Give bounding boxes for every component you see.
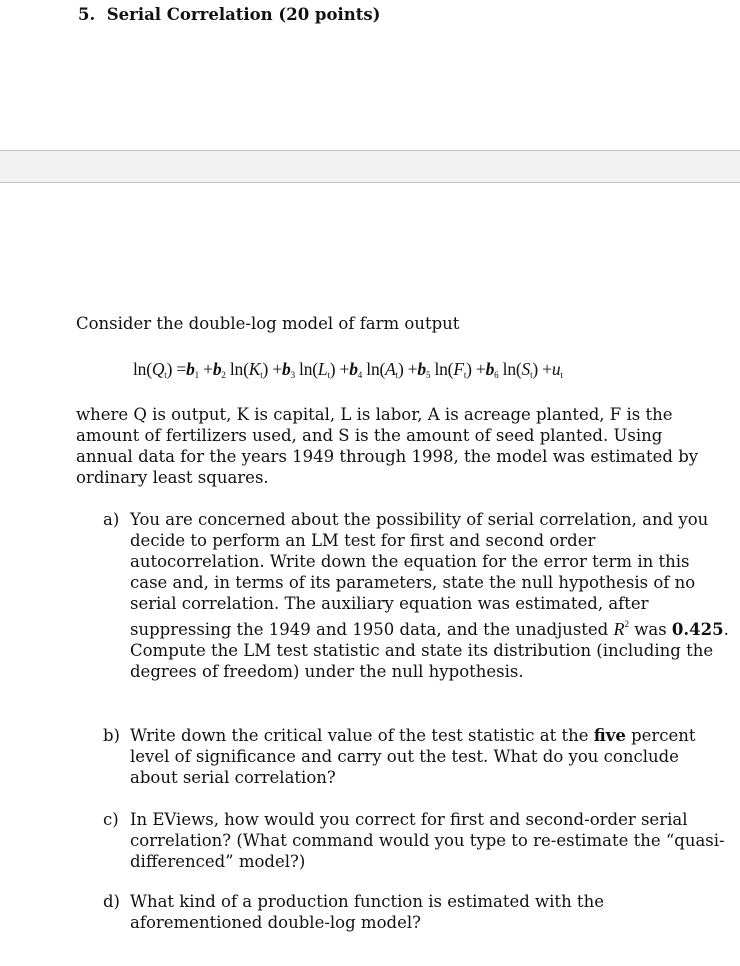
eq-op: ) +: [466, 359, 486, 379]
eq-coef-b3: b: [282, 359, 291, 379]
part-d-text: What kind of a production function is estimated with the aforementioned double-log model?: [130, 892, 604, 932]
eq-subscript-t: t: [530, 370, 533, 380]
eq-var-a: A: [385, 359, 396, 379]
eq-var-f: F: [453, 359, 464, 379]
r-squared-value: 0.425: [671, 620, 724, 639]
intro-sentence: Consider the double-log model of farm output: [76, 314, 460, 333]
eq-ln: ln(: [430, 359, 454, 379]
eq-subscript-5: 5: [425, 370, 431, 380]
r-letter: R: [613, 619, 625, 639]
part-a-text: [130, 509, 730, 682]
part-d-label: d): [103, 892, 120, 911]
part-b-text-1: Write down the critical value of the test statistic at the: [130, 726, 594, 745]
eq-subscript-2: 2: [221, 370, 226, 380]
eq-ln: ln(: [498, 359, 522, 379]
eq-subscript-t: t: [560, 370, 563, 380]
eq-ln: ln(: [133, 359, 152, 379]
part-b-label: b): [103, 726, 120, 745]
eq-subscript-t: t: [164, 370, 167, 380]
eq-op: ) +: [329, 359, 350, 379]
eq-subscript-t: t: [260, 370, 263, 380]
model-equation: [133, 359, 563, 380]
question-heading: 5. Serial Correlation (20 points): [78, 5, 381, 24]
eq-op: +: [198, 359, 213, 379]
part-a-text-2: was: [629, 620, 672, 639]
answer-space-band: [0, 150, 740, 183]
eq-ln: ln(: [362, 359, 386, 379]
eq-ln: ln(: [225, 359, 249, 379]
eq-subscript-4: 4: [357, 370, 363, 380]
eq-coef-b2: b: [212, 359, 222, 379]
part-b-text-2: percent level of significance and carry out the test. What do you conclude about serial correlation?: [130, 726, 696, 787]
eq-coef-b5: b: [417, 359, 426, 379]
eq-subscript-t: t: [463, 370, 467, 380]
eq-subscript-t: t: [327, 370, 330, 380]
eq-ln: ln(: [294, 359, 318, 379]
eq-coef-b4: b: [349, 359, 358, 379]
r-squared-symbol: [614, 619, 630, 639]
part-b-text: [130, 725, 730, 788]
part-a-text-1: You are concerned about the possibility of serial correlation, and you decide to perform an LM test for first and second order autocorrelation. Write down the equation for the error term in this case and, in terms of its parameters, state the null hypothesis of no serial correlation. The auxiliary equation was estimated, after suppressing the 1949 and 1950 data, and the unadjusted: [130, 510, 709, 639]
part-b-bold: five: [593, 726, 626, 745]
eq-var-q: Q: [151, 359, 165, 379]
eq-var-k: K: [248, 359, 261, 379]
eq-op: ) +: [262, 359, 282, 379]
eq-coef-b6: b: [485, 359, 495, 379]
part-a-text-3: . Compute the LM test statistic and state its distribution (including the degrees of freedom) under the null hypothesis.: [130, 620, 729, 681]
eq-subscript-t: t: [395, 370, 398, 380]
eq-coef-b1: b: [186, 359, 195, 379]
eq-subscript-6: 6: [494, 370, 499, 380]
eq-op: ) +: [397, 359, 418, 379]
part-c-text: In EViews, how would you correct for first and second-order serial correlation? (What command would you type to re-estimate the “quasi-differenced” model?): [130, 810, 725, 871]
eq-error-u: u: [551, 359, 561, 379]
eq-var-s: S: [521, 359, 531, 379]
data-description-paragraph: where Q is output, K is capital, L is labor, A is acreage planted, F is the amount of fertilizers used, and S is the amount of seed planted. Using annual data for the years 1949 through 1998, the model was estimated by ordinary least squares.: [76, 405, 699, 487]
part-c-label: c): [103, 810, 119, 829]
r-superscript: 2: [624, 619, 629, 629]
eq-subscript-3: 3: [290, 370, 295, 380]
eq-op: ) +: [532, 359, 552, 379]
eq-op: ) =: [166, 359, 187, 379]
eq-var-l: L: [317, 359, 328, 379]
eq-subscript-1: 1: [194, 370, 199, 380]
part-a-label: a): [103, 510, 120, 529]
